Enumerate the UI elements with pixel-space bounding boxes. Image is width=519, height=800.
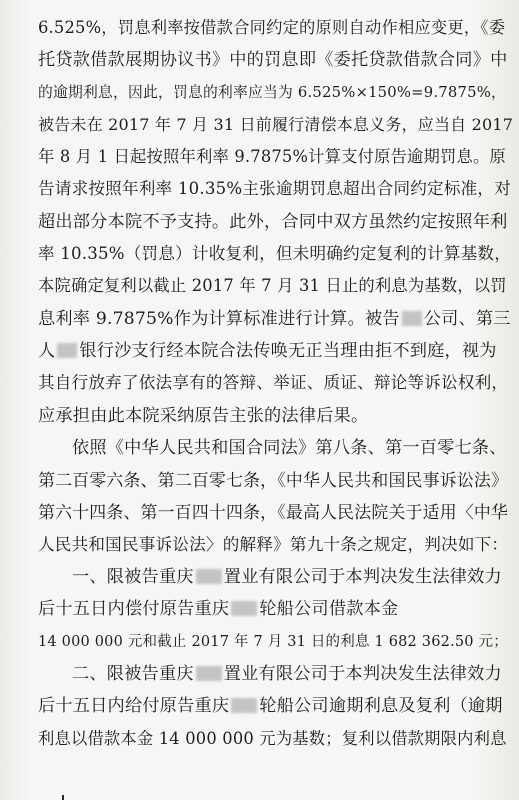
text-segment: 依照《中华人民共和国合同法》第八条、第一百零七条、 [72, 437, 507, 458]
text-line [38, 141, 513, 173]
text-segment: 置业有限公司于本判决发生法律效力 [223, 567, 502, 588]
scan-mark [62, 795, 64, 800]
redaction-mark [57, 343, 77, 358]
text-segment: 人民共和国民事诉讼法〉的解释》第九十条之规定，判决如下： [38, 534, 509, 554]
text-segment: 的逾期利息，因此，罚息的利率应当为 6.525%×150%=9.7875%， [38, 83, 507, 101]
text-segment: 6.525%，罚息利率按借款合同约定的原则自动作相应变更，《委 [38, 18, 506, 37]
text-line [38, 77, 513, 109]
text-line [38, 206, 513, 238]
text-line [38, 723, 513, 755]
text-line [38, 367, 513, 399]
text-segment: 轮船公司借款本金 [259, 599, 399, 620]
text-line [38, 432, 513, 464]
text-segment: 托贷款借款展期协议书》中的罚息即《委托贷款借款合同》中 [38, 50, 508, 71]
text-segment: 第二百零六条、第二百零七条，《中华人民共和国民事诉讼法》 [38, 470, 509, 491]
text-line [38, 270, 513, 302]
redaction-mark [196, 569, 222, 584]
text-segment: 率 10.35%（罚息）计收复利，但未明确约定复利的计算基数， [38, 244, 511, 264]
text-line [38, 173, 513, 205]
redaction-mark [231, 601, 257, 616]
text-segment: 息利率 9.7875%作为计算标准进行计算。被告 [38, 308, 400, 329]
text-line [38, 496, 513, 528]
text-segment: 其自行放弃了依法享有的答辩、举证、质证、辩论等诉讼权利， [38, 373, 509, 393]
judgment-text [38, 12, 513, 755]
text-segment: 利息以借款本金 14 000 000 元为基数；复利以借款期限内利息 [38, 728, 507, 748]
text-line [38, 12, 513, 44]
text-segment: 公司、第三 [423, 308, 511, 329]
text-segment: 后十五日内偿付原告重庆 [38, 599, 230, 620]
redaction-mark [402, 311, 422, 326]
text-line [38, 561, 513, 593]
redaction-mark [231, 698, 257, 713]
text-segment: 年 8 月 1 日起按照年利率 9.7875%计算支付原告逾期罚息。原 [38, 147, 506, 167]
text-segment: 告请求按照年利率 10.35%主张逾期罚息超出合同约定标准，对 [38, 179, 511, 199]
text-line [38, 335, 513, 367]
text-segment: 银行沙支行经本院合法传唤无正当理由拒不到庭，视为 [79, 340, 497, 361]
text-segment: 置业有限公司于本判决发生法律效力 [223, 663, 502, 684]
text-line [38, 109, 513, 141]
text-line [38, 400, 513, 432]
text-line [38, 303, 513, 335]
text-segment: 被告未在 2017 年 7 月 31 日前履行清偿本息义务，应当自 2017 [38, 114, 514, 134]
text-segment: 人 [38, 340, 56, 361]
text-segment: 超出部分本院不予支持。此外，合同中双方虽然约定按照年利 [38, 211, 508, 232]
text-segment: 后十五日内给付原告重庆 [38, 696, 230, 717]
text-line [38, 238, 513, 270]
text-segment: 轮船公司逾期利息及复利（逾期 [259, 696, 503, 717]
redaction-mark [196, 666, 222, 681]
text-segment: 二、限被告重庆 [72, 663, 194, 684]
text-line [38, 44, 513, 76]
text-line [38, 464, 513, 496]
text-segment: 一、限被告重庆 [72, 567, 194, 588]
text-segment: 14 000 000 元和截止 2017 年 7 月 31 日的利息 1 682 362.50 元； [38, 633, 508, 650]
text-line [38, 658, 513, 690]
text-line [38, 593, 513, 625]
text-line [38, 690, 513, 722]
text-segment: 第六十四条、第一百四十四条，《最高人民法院关于适用〈中华 [38, 502, 509, 523]
text-line [38, 626, 513, 658]
text-segment: 应承担由此本院采纳原告主张的法律后果。 [38, 405, 369, 426]
text-segment: 本院确定复利以截止 2017 年 7 月 31 日止的利息为基数，以罚 [38, 276, 507, 296]
text-line [38, 529, 513, 561]
